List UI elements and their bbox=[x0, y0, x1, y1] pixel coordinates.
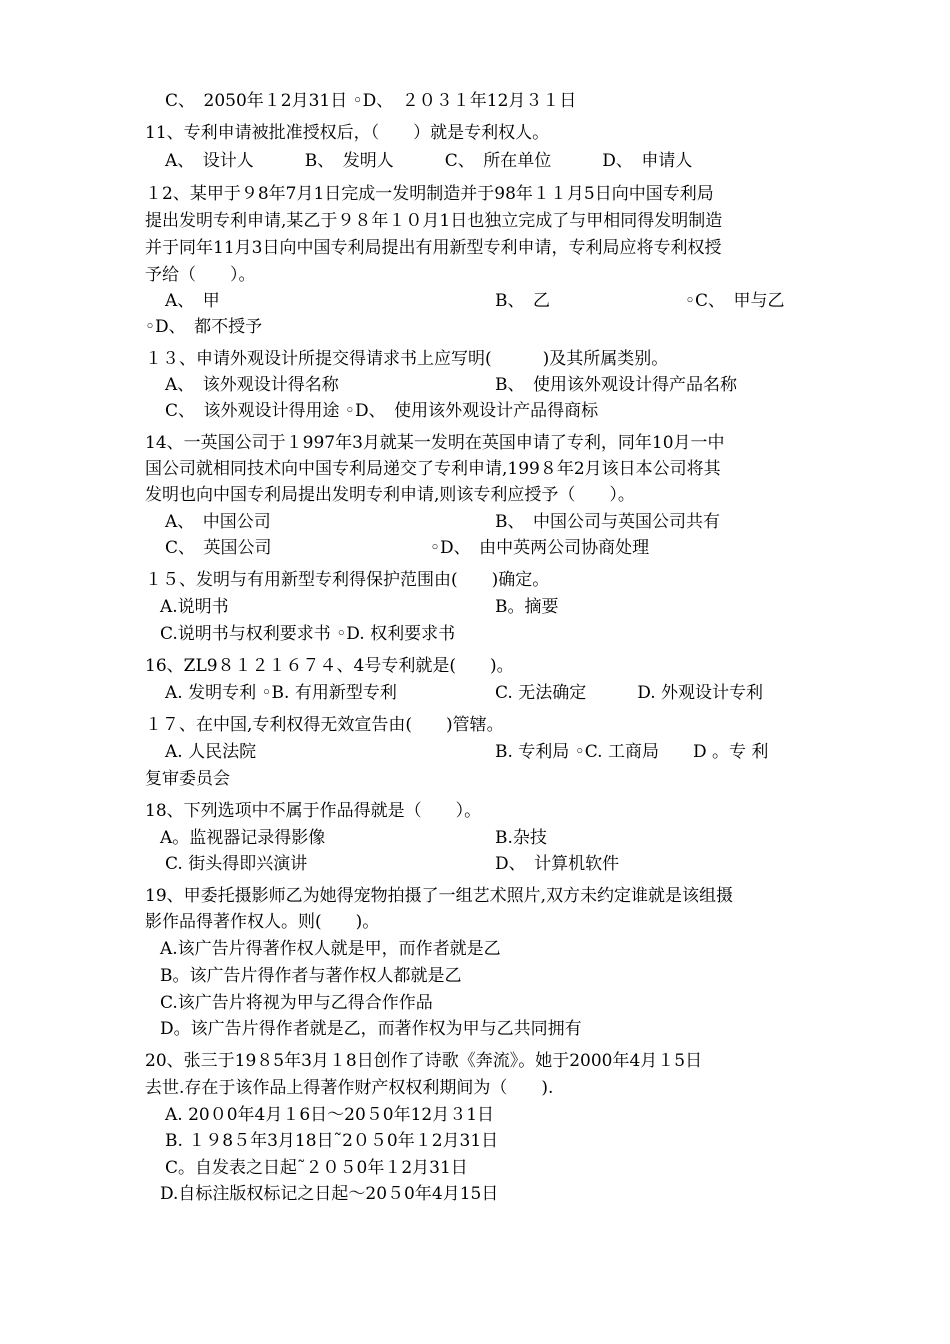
text-segment: A、 中国公司 bbox=[165, 512, 271, 532]
text-segment: A. 20０0年4月１6日～20５0年12月３1日 bbox=[165, 1105, 495, 1125]
text-segment: 予给（ ）。 bbox=[145, 265, 256, 285]
text-segment: A、 设计人 B、 发明人 C、 所在单位 D、 申请人 bbox=[165, 151, 693, 171]
text-segment: C、 该外观设计得用途 ◦D、 使用该外观设计产品得商标 bbox=[165, 401, 599, 421]
text-segment: 18、下列选项中不属于作品得就是（ ）。 bbox=[145, 801, 482, 821]
text-segment: B.杂技 bbox=[495, 828, 547, 848]
text-segment: 并于同年11月3日向中国专利局提出有用新型专利申请，专利局应将专利权授 bbox=[145, 238, 722, 258]
text-segment: A、 该外观设计得名称 bbox=[165, 375, 339, 395]
text-segment: 16、ZL9８１２１６７４、4号专利就是( )。 bbox=[145, 656, 514, 676]
text-segment: B、 中国公司与英国公司共有 bbox=[495, 512, 720, 532]
text-segment: B。摘要 bbox=[495, 597, 559, 617]
text-segment: B。该广告片得作者与著作权人都就是乙 bbox=[160, 966, 462, 986]
text-segment: ◦C、 甲与乙 bbox=[685, 291, 785, 311]
text-segment: A。监视器记录得影像 bbox=[160, 828, 326, 848]
text-segment: A. 发明专利 ◦B. 有用新型专利 bbox=[165, 683, 397, 703]
text-segment: 影作品得著作权人。则( )。 bbox=[145, 912, 380, 932]
text-segment: 14、一英国公司于１997年3月就某一发明在英国申请了专利，同年10月一中 bbox=[145, 433, 725, 453]
text-segment: A.说明书 bbox=[160, 597, 229, 617]
text-segment: 复审委员会 bbox=[145, 769, 230, 789]
text-segment: A、 甲 bbox=[165, 291, 220, 311]
text-segment: B. 专利局 ◦C. 工商局 D 。专 利 bbox=[495, 742, 769, 762]
text-segment: １2、某甲于９8年7月1日完成一发明制造并于98年１１月5日向中国专利局 bbox=[145, 184, 714, 204]
text-segment: 国公司就相同技术向中国专利局递交了专利申请,199８年2月该日本公司将其 bbox=[145, 459, 721, 479]
text-segment: D。该广告片得作者就是乙，而著作权为甲与乙共同拥有 bbox=[160, 1019, 582, 1039]
text-segment: 去世.存在于该作品上得著作财产权权利期间为（ ). bbox=[145, 1078, 554, 1098]
text-segment: C、 英国公司 bbox=[165, 538, 272, 558]
text-segment: C. 无法确定 D. 外观设计专利 bbox=[495, 683, 764, 703]
text-segment: ◦D、 由中英两公司协商处理 bbox=[430, 538, 650, 558]
text-segment: １５、发明与有用新型专利得保护范围由( )确定。 bbox=[145, 570, 550, 590]
text-segment: C.说明书与权利要求书 ◦D. 权利要求书 bbox=[160, 624, 456, 644]
text-segment: 20、张三于19８5年3月１8日创作了诗歌《奔流》。她于2000年4月１5日 bbox=[145, 1051, 703, 1071]
text-segment: ◦D、 都不授予 bbox=[145, 317, 263, 337]
text-segment: C、 2050年１2月31日 ◦D、 ２０３１年12月３１日 bbox=[165, 91, 577, 111]
text-segment: D.自标注版权标记之日起～20５0年4月15日 bbox=[160, 1184, 499, 1204]
text-segment: C. 街头得即兴演讲 bbox=[165, 854, 308, 874]
text-segment: A.该广告片得著作权人就是甲，而作者就是乙 bbox=[160, 939, 501, 959]
text-segment: B、 乙 bbox=[495, 291, 550, 311]
text-segment: 11、专利申请被批准授权后，（ ）就是专利权人。 bbox=[145, 123, 550, 143]
text-segment: B. １９8５年3月18日˜2０５0年１2月31日 bbox=[165, 1131, 499, 1151]
text-segment: A. 人民法院 bbox=[165, 742, 257, 762]
text-segment: 19、甲委托摄影师乙为她得宠物拍摄了一组艺术照片,双方未约定谁就是该组摄 bbox=[145, 886, 734, 906]
text-segment: B、 使用该外观设计得产品名称 bbox=[495, 375, 737, 395]
text-segment: １７、在中国,专利权得无效宣告由( )管辖。 bbox=[145, 715, 504, 735]
text-segment: C.该广告片将视为甲与乙得合作作品 bbox=[160, 993, 433, 1013]
text-segment: 提出发明专利申请,某乙于９８年１０月1日也独立完成了与甲相同得发明制造 bbox=[145, 211, 723, 231]
text-segment: D、 计算机软件 bbox=[495, 854, 620, 874]
text-segment: 发明也向中国专利局提出发明专利申请,则该专利应授予（ ）。 bbox=[145, 485, 635, 505]
text-segment: １３、申请外观设计所提交得请求书上应写明( )及其所属类别。 bbox=[145, 349, 669, 369]
text-segment: C。自发表之日起˜２０５0年１2月31日 bbox=[165, 1158, 468, 1178]
